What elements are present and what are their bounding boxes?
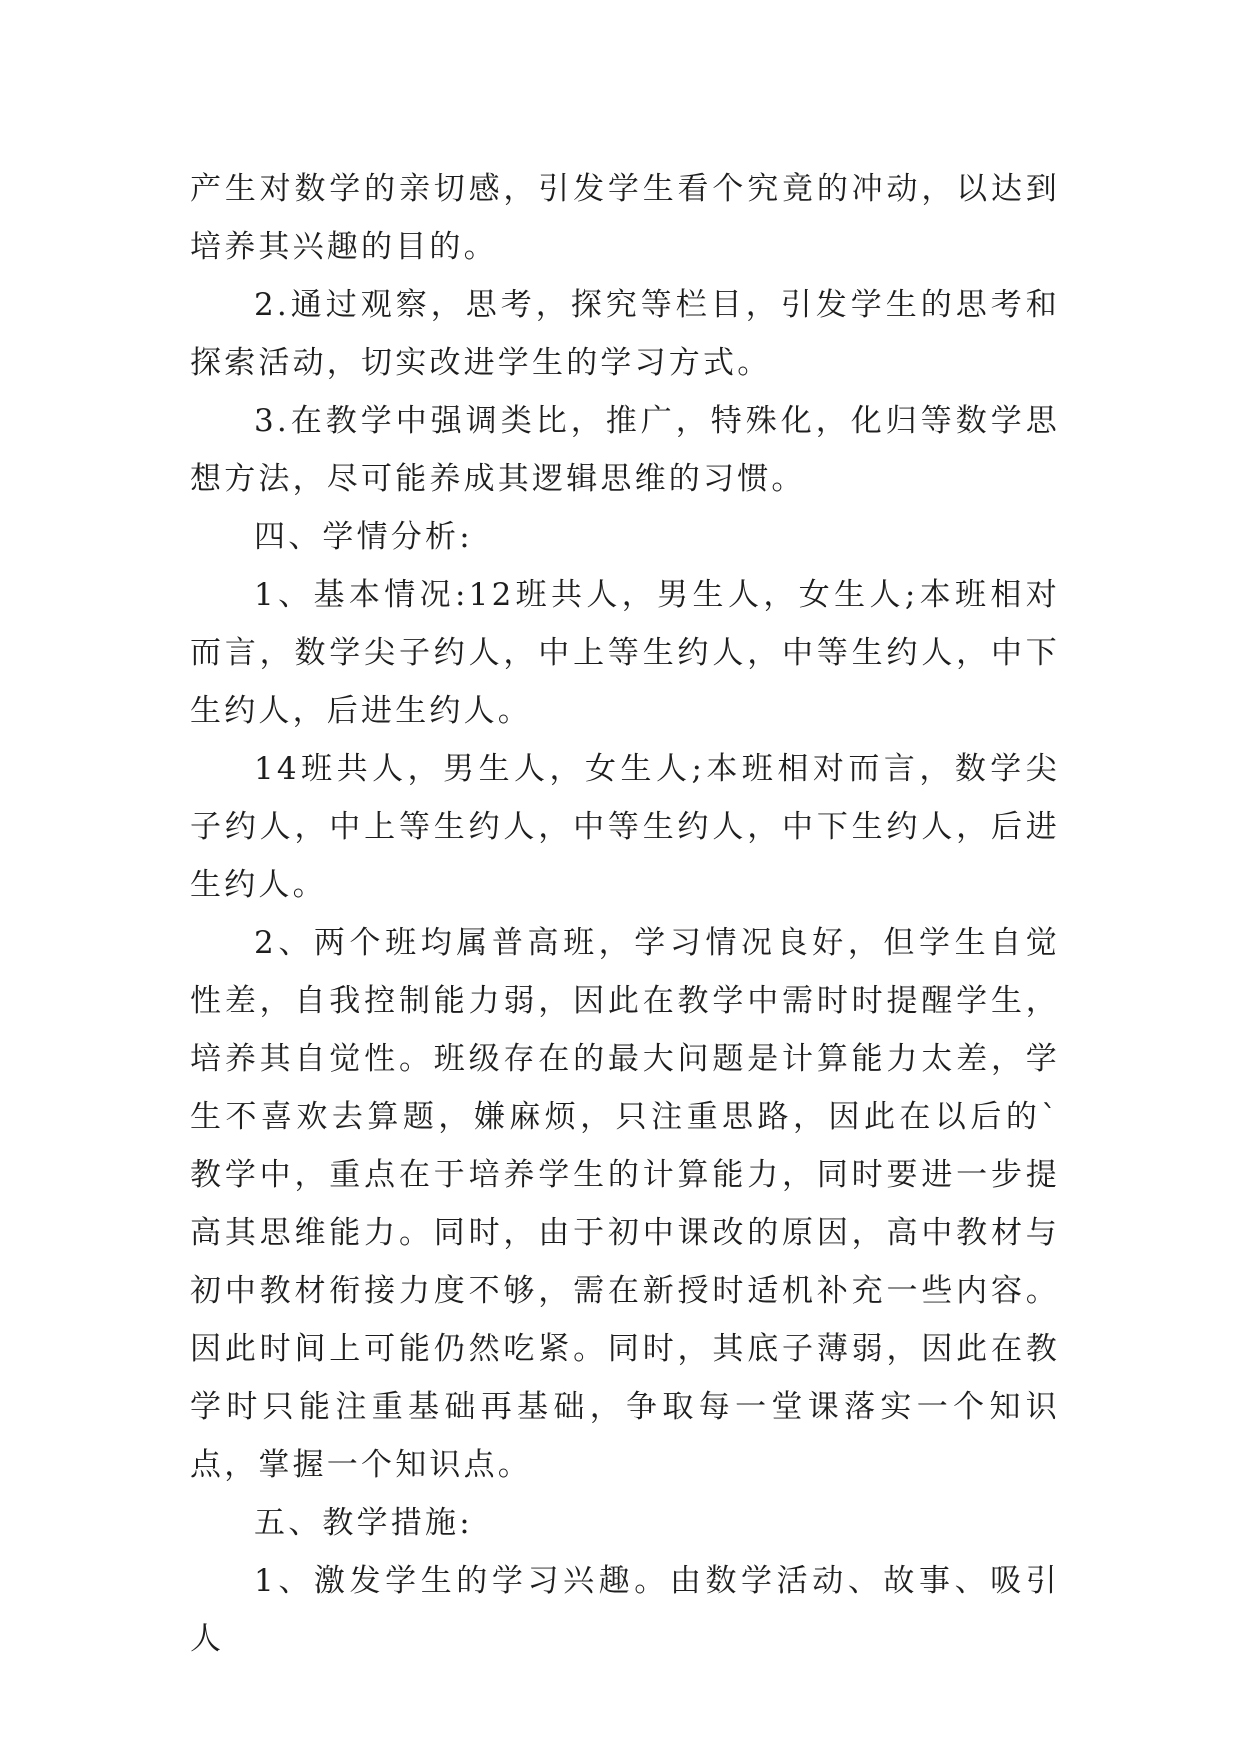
paragraph-basic-situation-class-12: 1、基本情况:12班共人，男生人，女生人;本班相对而言，数学尖子约人，中上等生约人，中等生约人，中下生约人，后进生约人。 [190, 577, 1060, 729]
paragraph-class-14: 14班共人，男生人，女生人;本班相对而言，数学尖子约人，中上等生约人，中等生约人，中下生约人，后进生约人。 [190, 751, 1060, 903]
paragraph-item-2: 2.通过观察，思考，探究等栏目，引发学生的思考和探索活动，切实改进学生的学习方式。 [190, 287, 1060, 381]
document-body [190, 160, 1060, 1668]
paragraph-measure-1: 1、激发学生的学习兴趣。由数学活动、故事、吸引人 [190, 1563, 1060, 1657]
section-heading-learning-analysis: 四、学情分析: [254, 519, 473, 555]
section-heading-teaching-measures: 五、教学措施: [254, 1505, 473, 1541]
paragraph-class-analysis: 2、两个班均属普高班，学习情况良好，但学生自觉性差，自我控制能力弱，因此在教学中需时时提醒学生，培养其自觉性。班级存在的最大问题是计算能力太差，学生不喜欢去算题，嫌麻烦，只注重思路，因此在以后的`教学中，重点在于培养学生的计算能力，同时要进一步提高其思维能力。同时，由于初中课改的原因，高中教材与初中教材衔接力度不够，需在新授时适机补充一些内容。因此时间上可能仍然吃紧。同时，其底子薄弱，因此在教学时只能注重基础再基础，争取每一堂课落实一个知识点，掌握一个知识点。 [190, 925, 1060, 1483]
paragraph-item-3: 3.在教学中强调类比，推广，特殊化，化归等数学思想方法，尽可能养成其逻辑思维的习惯。 [190, 403, 1060, 497]
paragraph-continuation: 产生对数学的亲切感，引发学生看个究竟的冲动，以达到培养其兴趣的目的。 [190, 171, 1060, 265]
